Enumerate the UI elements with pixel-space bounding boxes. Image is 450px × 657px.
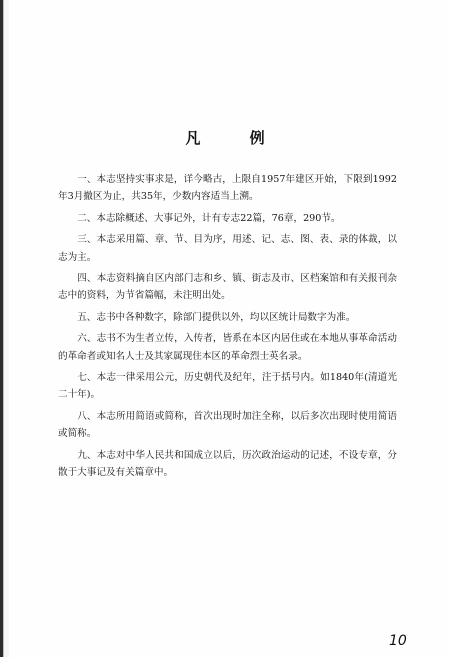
page-number: 10 [389,633,407,649]
rule-paragraph-4: 四、本志资料摘自区内部门志和乡、镇、街志及市、区档案馆和有关报刊杂志中的资料，为节省篇幅，未注明出处。 [58,273,397,302]
rule-paragraph-3: 三、本志采用篇、章、节、目为序，用述、记、志、图、表、录的体裁，以志为主。 [58,234,397,263]
scan-left-edge [0,0,9,657]
rules-list [58,171,397,486]
rule-paragraph-7: 七、本志一律采用公元，历史朝代及纪年，注于括号内。如1840年(清道光二十年)。 [58,372,397,401]
rule-paragraph-1: 一、本志坚持实事求是，详今略古，上限自1957年建区开始，下限到1992年3月撤区为止，共35年，少数内容适当上溯。 [58,174,397,203]
rule-paragraph-8: 八、本志所用简语或简称，首次出现时加注全称，以后多次出现时使用简语或简称。 [58,410,397,440]
rule-paragraph-5: 五、志书中各种数字，除部门提供以外，均以区统计局数字为准。 [77,311,356,323]
rule-paragraph-2: 二、本志除概述、大事记外，计有专志22篇，76章，290节。 [77,212,341,224]
rule-paragraph-6: 六、志书不为生者立传，入传者，皆系在本区内居住或在本地从事革命活动的革命者或知名人士及其家属现住本区的革命烈士英名录。 [58,333,397,362]
rule-paragraph-9: 九、本志对中华人民共和国成立以后，历次政治运动的记述，不设专章，分散于大事记及有关篇章中。 [58,449,397,479]
page-title: 凡 例 [185,129,287,147]
